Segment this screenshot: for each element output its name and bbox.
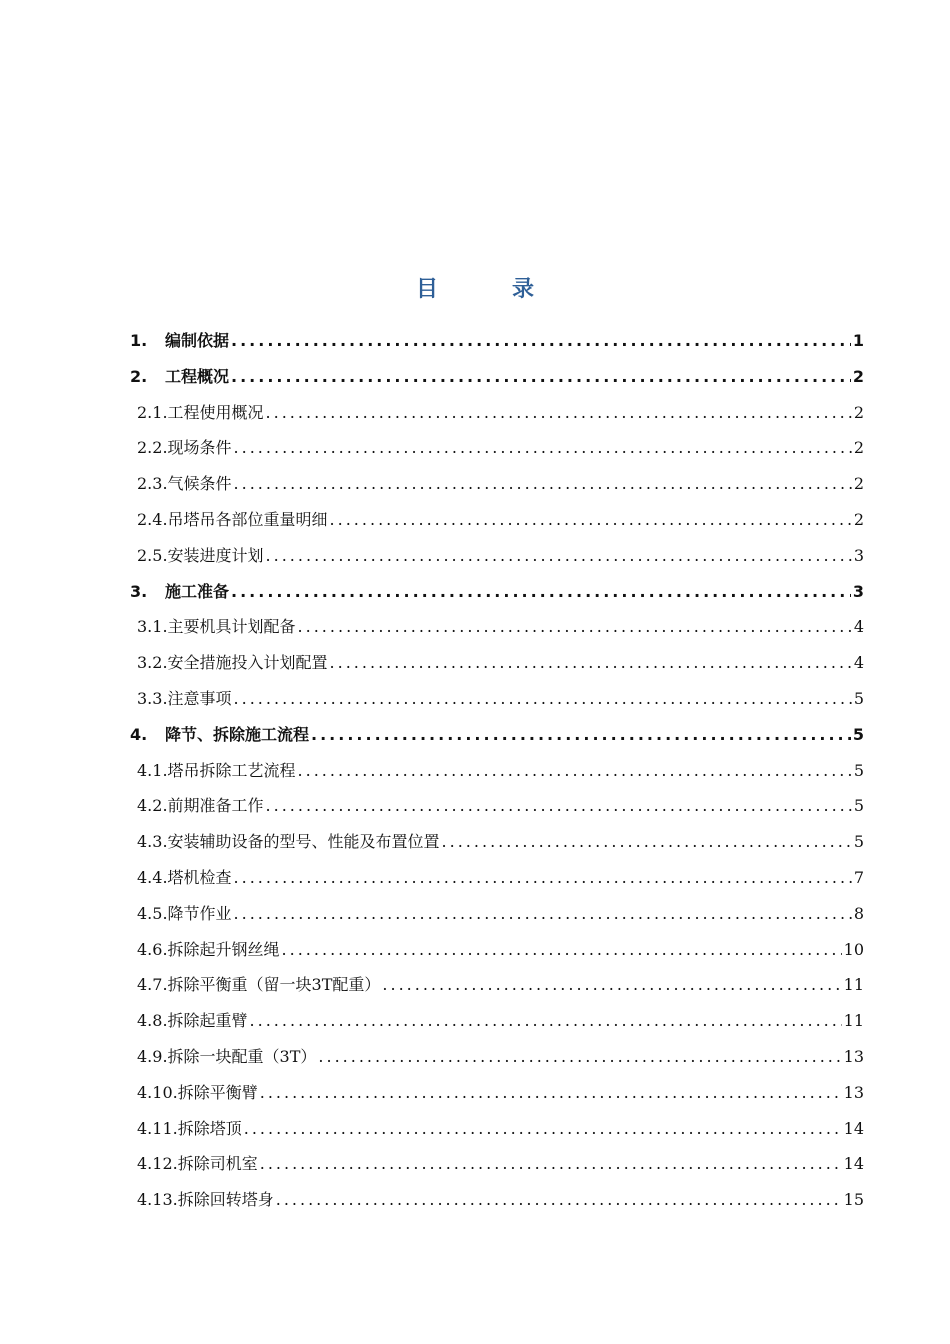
toc-entry-page: 4	[853, 617, 864, 637]
toc-entry-title: 气候条件	[167, 474, 232, 494]
toc-entry-page: 1	[852, 331, 864, 350]
toc-leader-dots	[260, 1083, 842, 1102]
toc-leader-dots	[260, 1154, 842, 1173]
toc-entry-title: 施工准备	[165, 581, 230, 601]
toc-leader-dots	[282, 940, 842, 959]
toc-entry[interactable]	[126, 471, 864, 507]
toc-entry[interactable]	[126, 686, 864, 722]
toc-entry-page: 13	[843, 1082, 864, 1102]
toc-entry[interactable]	[126, 758, 864, 794]
toc-entry-title: 降节作业	[167, 903, 232, 923]
toc-leader-dots	[298, 617, 852, 636]
toc-entry-title: 前期准备工作	[167, 796, 264, 816]
toc-entry-page: 2	[852, 366, 864, 386]
toc-leader-dots	[311, 725, 851, 744]
toc-leader-dots	[244, 1119, 842, 1138]
toc-entry-page: 3	[853, 545, 864, 565]
toc-entry-title: 拆除平衡臂	[177, 1082, 258, 1102]
toc-entry-number: 4.10.	[137, 1082, 178, 1102]
toc-leader-dots	[382, 975, 841, 994]
toc-entry-title: 工程使用概况	[167, 402, 264, 422]
toc-leader-dots	[234, 689, 852, 708]
toc-entry-number: 4.6.	[137, 939, 168, 959]
toc-entry-page: 2	[853, 402, 864, 422]
toc-entry[interactable]	[126, 579, 864, 615]
toc-entry-title: 安全措施投入计划配置	[167, 653, 328, 673]
toc-entry-number: 4.1.	[137, 760, 168, 780]
toc-leader-dots	[330, 653, 852, 672]
toc-entry-page: 7	[853, 867, 864, 887]
toc-entry-page: 5	[853, 832, 864, 852]
toc-leader-dots	[298, 761, 852, 780]
toc-entry[interactable]	[126, 793, 864, 829]
toc-entry-title: 拆除起升钢丝绳	[167, 939, 280, 959]
toc-entry-page: 10	[843, 939, 864, 959]
toc-leader-dots	[266, 546, 852, 565]
toc-entry-title: 编制依据	[165, 331, 230, 350]
toc-entry-title: 安装进度计划	[167, 545, 264, 565]
toc-entry-title: 主要机具计划配备	[167, 617, 296, 637]
toc-leader-dots	[276, 1190, 842, 1209]
toc-entry[interactable]	[126, 937, 864, 973]
toc-entry-page: 5	[853, 688, 864, 708]
toc-leader-dots	[231, 367, 851, 386]
toc-entry-page: 15	[843, 1190, 864, 1210]
toc-entry[interactable]	[126, 865, 864, 901]
toc-entry-page: 11	[843, 975, 864, 995]
toc-leader-dots	[266, 796, 852, 815]
toc-entry-page: 14	[843, 1118, 864, 1138]
toc-entry[interactable]	[126, 328, 864, 364]
toc-entry[interactable]	[126, 1080, 864, 1116]
toc-entry-number: 4.5.	[137, 903, 168, 923]
toc-entry[interactable]	[126, 400, 864, 436]
page-title: 目 录	[415, 277, 560, 302]
toc-entry-number: 4.3.	[137, 832, 168, 852]
toc-entry[interactable]	[126, 1044, 864, 1080]
toc-entry[interactable]	[126, 364, 864, 400]
toc-entry-number: 3.1.	[137, 617, 168, 637]
toc-entry-title: 拆除平衡重（留一块3T配重）	[167, 975, 381, 995]
toc-entry-number: 4.12.	[137, 1154, 178, 1174]
toc-entry-title: 塔吊拆除工艺流程	[167, 760, 296, 780]
toc-entry-page: 2	[853, 438, 864, 458]
toc-entry-page: 3	[852, 581, 864, 601]
toc-entry[interactable]	[126, 650, 864, 686]
toc-entry-title: 塔机检查	[167, 867, 232, 887]
toc-entry-title: 安装辅助设备的型号、性能及布置位置	[167, 832, 440, 852]
toc-entry-number: 4.	[130, 724, 148, 744]
toc-leader-dots	[442, 832, 852, 851]
toc-leader-dots	[234, 904, 852, 923]
toc-leader-dots	[266, 403, 852, 422]
toc-entry-number: 2.5.	[137, 545, 168, 565]
toc-entry[interactable]	[126, 1187, 864, 1223]
toc-leader-dots	[231, 331, 851, 350]
toc-entry-number: 4.8.	[137, 1011, 168, 1031]
toc-entry-page: 14	[843, 1154, 864, 1174]
toc-entry-number: 1.	[130, 331, 148, 350]
toc-entry-number: 2.	[130, 366, 148, 386]
toc-entry-number: 4.7.	[137, 975, 168, 995]
toc-entry-title: 拆除起重臂	[167, 1011, 248, 1031]
toc-entry-title: 拆除司机室	[177, 1154, 258, 1174]
table-of-contents	[126, 328, 864, 1223]
toc-entry-page: 2	[853, 509, 864, 529]
toc-entry-title: 注意事项	[167, 688, 232, 708]
toc-entry[interactable]	[126, 1151, 864, 1187]
toc-entry-number: 4.9.	[137, 1046, 168, 1066]
toc-entry-title: 降节、拆除施工流程	[165, 724, 310, 744]
toc-entry-page: 5	[853, 760, 864, 780]
toc-entry[interactable]	[126, 972, 864, 1008]
toc-entry-title: 现场条件	[167, 438, 232, 458]
toc-entry[interactable]	[126, 507, 864, 543]
toc-entry-number: 4.13.	[137, 1190, 178, 1210]
toc-entry[interactable]	[126, 543, 864, 579]
toc-entry-number: 4.4.	[137, 867, 168, 887]
toc-entry-page: 11	[843, 1011, 864, 1031]
toc-entry-title: 工程概况	[165, 366, 230, 386]
toc-entry-number: 3.2.	[137, 653, 168, 673]
toc-entry[interactable]	[126, 1008, 864, 1044]
toc-entry-number: 2.4.	[137, 509, 168, 529]
toc-leader-dots	[234, 438, 852, 457]
toc-entry-title: 拆除塔顶	[177, 1118, 242, 1138]
toc-entry-page: 8	[853, 903, 864, 923]
toc-entry[interactable]	[126, 901, 864, 937]
toc-entry-number: 3.3.	[137, 688, 168, 708]
toc-entry[interactable]	[126, 435, 864, 471]
toc-entry-page: 2	[853, 474, 864, 494]
toc-entry-page: 5	[852, 724, 864, 744]
toc-entry-page: 4	[853, 653, 864, 673]
toc-entry-page: 5	[853, 796, 864, 816]
toc-entry-page: 13	[843, 1046, 864, 1066]
toc-entry-number: 3.	[130, 581, 148, 601]
toc-entry[interactable]	[126, 722, 864, 758]
toc-entry-number: 2.3.	[137, 474, 168, 494]
toc-entry-title: 拆除回转塔身	[177, 1190, 274, 1210]
toc-leader-dots	[250, 1011, 842, 1030]
toc-leader-dots	[234, 868, 852, 887]
toc-entry-number: 2.1.	[137, 402, 168, 422]
toc-entry-number: 2.2.	[137, 438, 168, 458]
toc-leader-dots	[231, 582, 851, 601]
toc-entry[interactable]	[126, 1116, 864, 1152]
toc-entry-title: 吊塔吊各部位重量明细	[167, 509, 328, 529]
toc-entry[interactable]	[126, 829, 864, 865]
toc-entry-number: 4.2.	[137, 796, 168, 816]
toc-leader-dots	[330, 510, 852, 529]
toc-leader-dots	[318, 1047, 841, 1066]
toc-entry-title: 拆除一块配重（3T）	[167, 1046, 317, 1066]
toc-entry[interactable]	[126, 614, 864, 650]
toc-entry-number: 4.11.	[137, 1118, 178, 1138]
toc-leader-dots	[234, 474, 852, 493]
